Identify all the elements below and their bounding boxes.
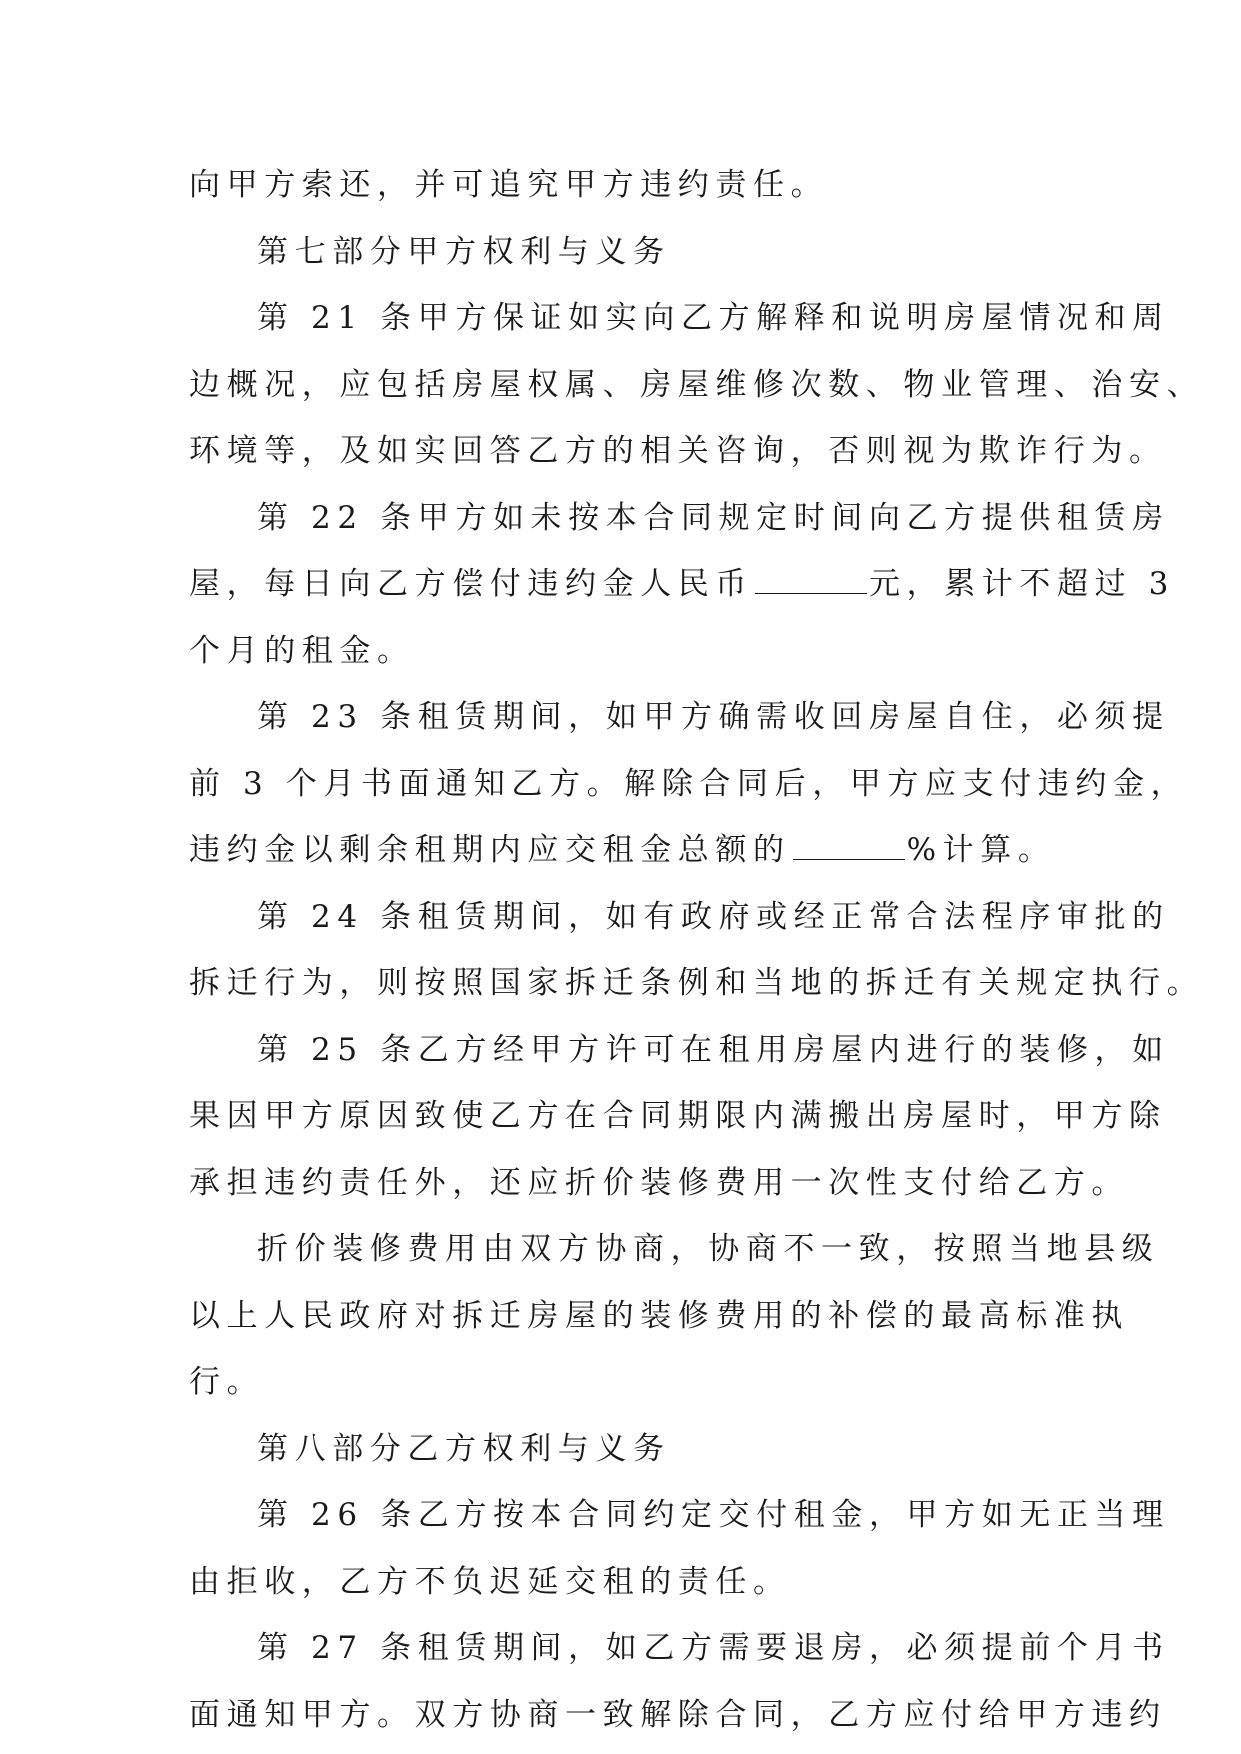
text-segment: 违约金以剩余租期内应交租金总额的 xyxy=(189,832,791,868)
document-body xyxy=(189,152,1205,1748)
fill-in-blank xyxy=(793,835,905,860)
text-line: 第 26 条乙方按本合同约定交付租金，甲方如无正当理 xyxy=(257,1497,1170,1533)
text-line: 边概况，应包括房屋权属、房屋维修次数、物业管理、治安、 xyxy=(189,366,1205,403)
text-segment: 屋，每日向乙方偿付违约金人民币 xyxy=(189,566,753,602)
text-line: 承担违约责任外，还应折价装修费用一次性支付给乙方。 xyxy=(189,1164,1129,1201)
section-heading: 第八部分乙方权利与义务 xyxy=(257,1430,671,1467)
fill-in-blank xyxy=(755,569,867,594)
text-segment: %计算。 xyxy=(906,832,1056,868)
text-line: 由拒收，乙方不负迟延交租的责任。 xyxy=(189,1563,791,1600)
section-heading: 第七部分甲方权利与义务 xyxy=(257,233,671,270)
text-line: 行。 xyxy=(189,1364,265,1400)
text-line: 第 27 条租赁期间，如乙方需要退房，必须提前个月书 xyxy=(257,1630,1170,1666)
text-line: 果因甲方原因致使乙方在合同期限内满搬出房屋时，甲方除 xyxy=(189,1098,1167,1134)
text-line: 第 25 条乙方经甲方许可在租用房屋内进行的装修，如 xyxy=(257,1031,1170,1068)
text-line: 第 24 条租赁期间，如有政府或经正常合法程序审批的 xyxy=(257,898,1170,935)
text-line: 个月的租金。 xyxy=(189,632,415,669)
text-line: 第 21 条甲方保证如实向乙方解释和说明房屋情况和周 xyxy=(257,300,1170,336)
text-line: 第 23 条租赁期间，如甲方确需收回房屋自住，必须提 xyxy=(257,699,1170,735)
text-line xyxy=(189,551,1175,618)
text-line: 面通知甲方。双方协商一致解除合同，乙方应付给甲方违约 xyxy=(189,1696,1167,1733)
text-line: 第 22 条甲方如未按本合同规定时间向乙方提供租赁房 xyxy=(257,499,1170,536)
text-line: 前 3 个月书面通知乙方。解除合同后，甲方应支付违约金， xyxy=(189,765,1189,802)
text-line: 环境等，及如实回答乙方的相关咨询，否则视为欺诈行为。 xyxy=(189,433,1167,469)
text-segment: 元，累计不超过 3 xyxy=(869,566,1175,602)
text-line: 折价装修费用由双方协商，协商不一致，按照当地县级 xyxy=(257,1231,1160,1267)
text-line: 以上人民政府对拆迁房屋的装修费用的补偿的最高标准执 xyxy=(189,1297,1129,1334)
text-line xyxy=(189,817,1059,884)
text-line: 拆迁行为，则按照国家拆迁条例和当地的拆迁有关规定执行。 xyxy=(189,965,1205,1001)
text-line: 向甲方索还，并可追究甲方违约责任。 xyxy=(189,167,829,203)
